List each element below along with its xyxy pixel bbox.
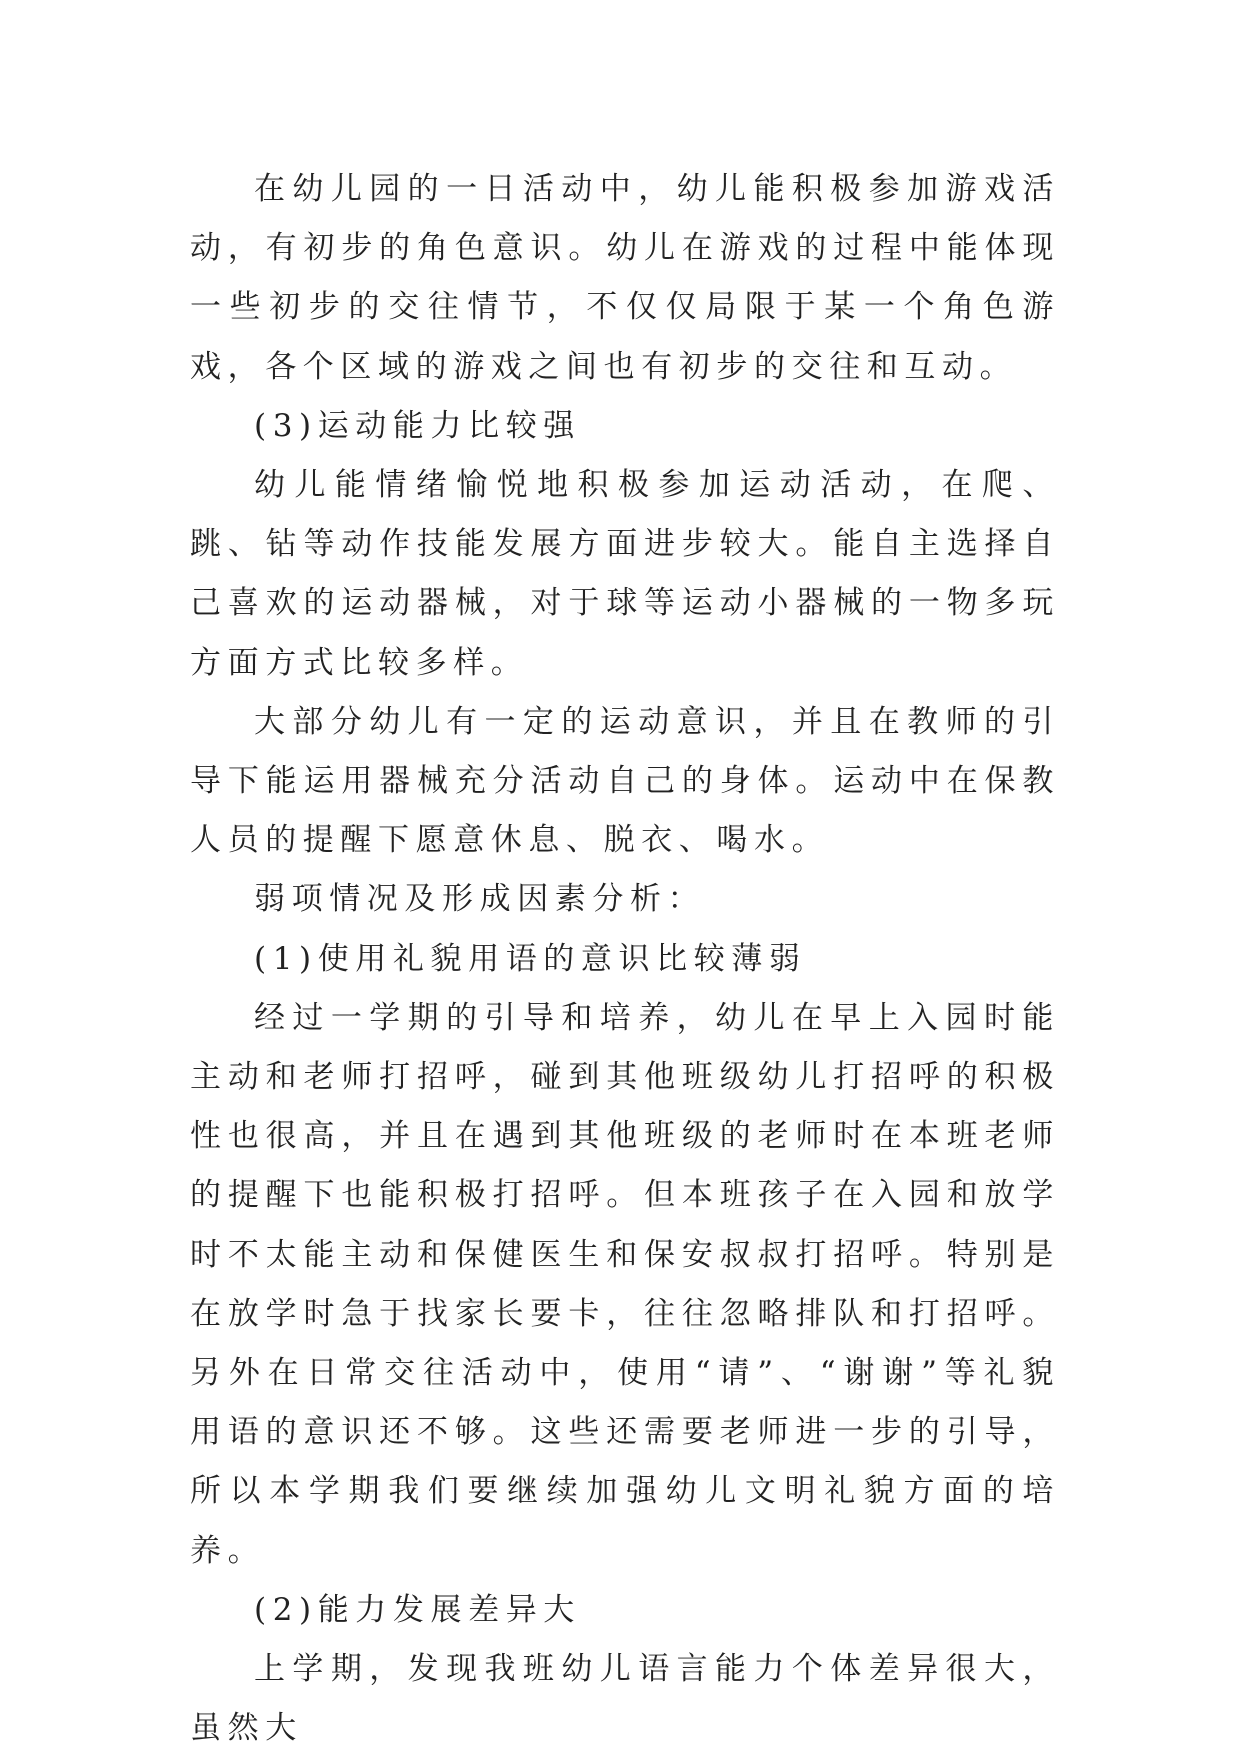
heading-polite-language: (1)使用礼貌用语的意识比较薄弱 (254, 940, 807, 977)
paragraph-language-differences: 上学期，发现我班幼儿语言能力个体差异很大，虽然大 (190, 1651, 1060, 1747)
heading-motor-ability: (3)运动能力比较强 (254, 407, 581, 444)
paragraph-game-activities: 在幼儿园的一日活动中，幼儿能积极参加游戏活动，有初步的角色意识。幼儿在游戏的过程中能体现一些初步的交往情节，不仅仅局限于某一个角色游戏，各个区域的游戏之间也有初步的交往和互动。 (190, 171, 1060, 385)
document-body (190, 160, 1060, 1758)
paragraph-greeting-behavior: 经过一学期的引导和培养，幼儿在早上入园时能主动和老师打招呼，碰到其他班级幼儿打招呼的积极性也很高，并且在遇到其他班级的老师时在本班老师的提醒下也能积极打招呼。但本班孩子在入园和放学时不太能主动和保健医生和保安叔叔打招呼。特别是在放学时急于找家长要卡，往往忽略排队和打招呼。另外在日常交往活动中，使用“请”、“谢谢”等礼貌用语的意识还不够。这些还需要老师进一步的引导，所以本学期我们要继续加强幼儿文明礼貌方面的培养。 (190, 999, 1060, 1569)
heading-ability-differences: (2)能力发展差异大 (254, 1591, 581, 1628)
paragraph-exercise-awareness: 大部分幼儿有一定的运动意识，并且在教师的引导下能运用器械充分活动自己的身体。运动中在保教人员的提醒下愿意休息、脱衣、喝水。 (190, 703, 1060, 859)
paragraph-motor-skills: 幼儿能情绪愉悦地积极参加运动活动，在爬、跳、钻等动作技能发展方面进步较大。能自主选择自己喜欢的运动器械，对于球等运动小器械的一物多玩方面方式比较多样。 (190, 467, 1060, 681)
heading-weaknesses: 弱项情况及形成因素分析： (254, 881, 706, 918)
